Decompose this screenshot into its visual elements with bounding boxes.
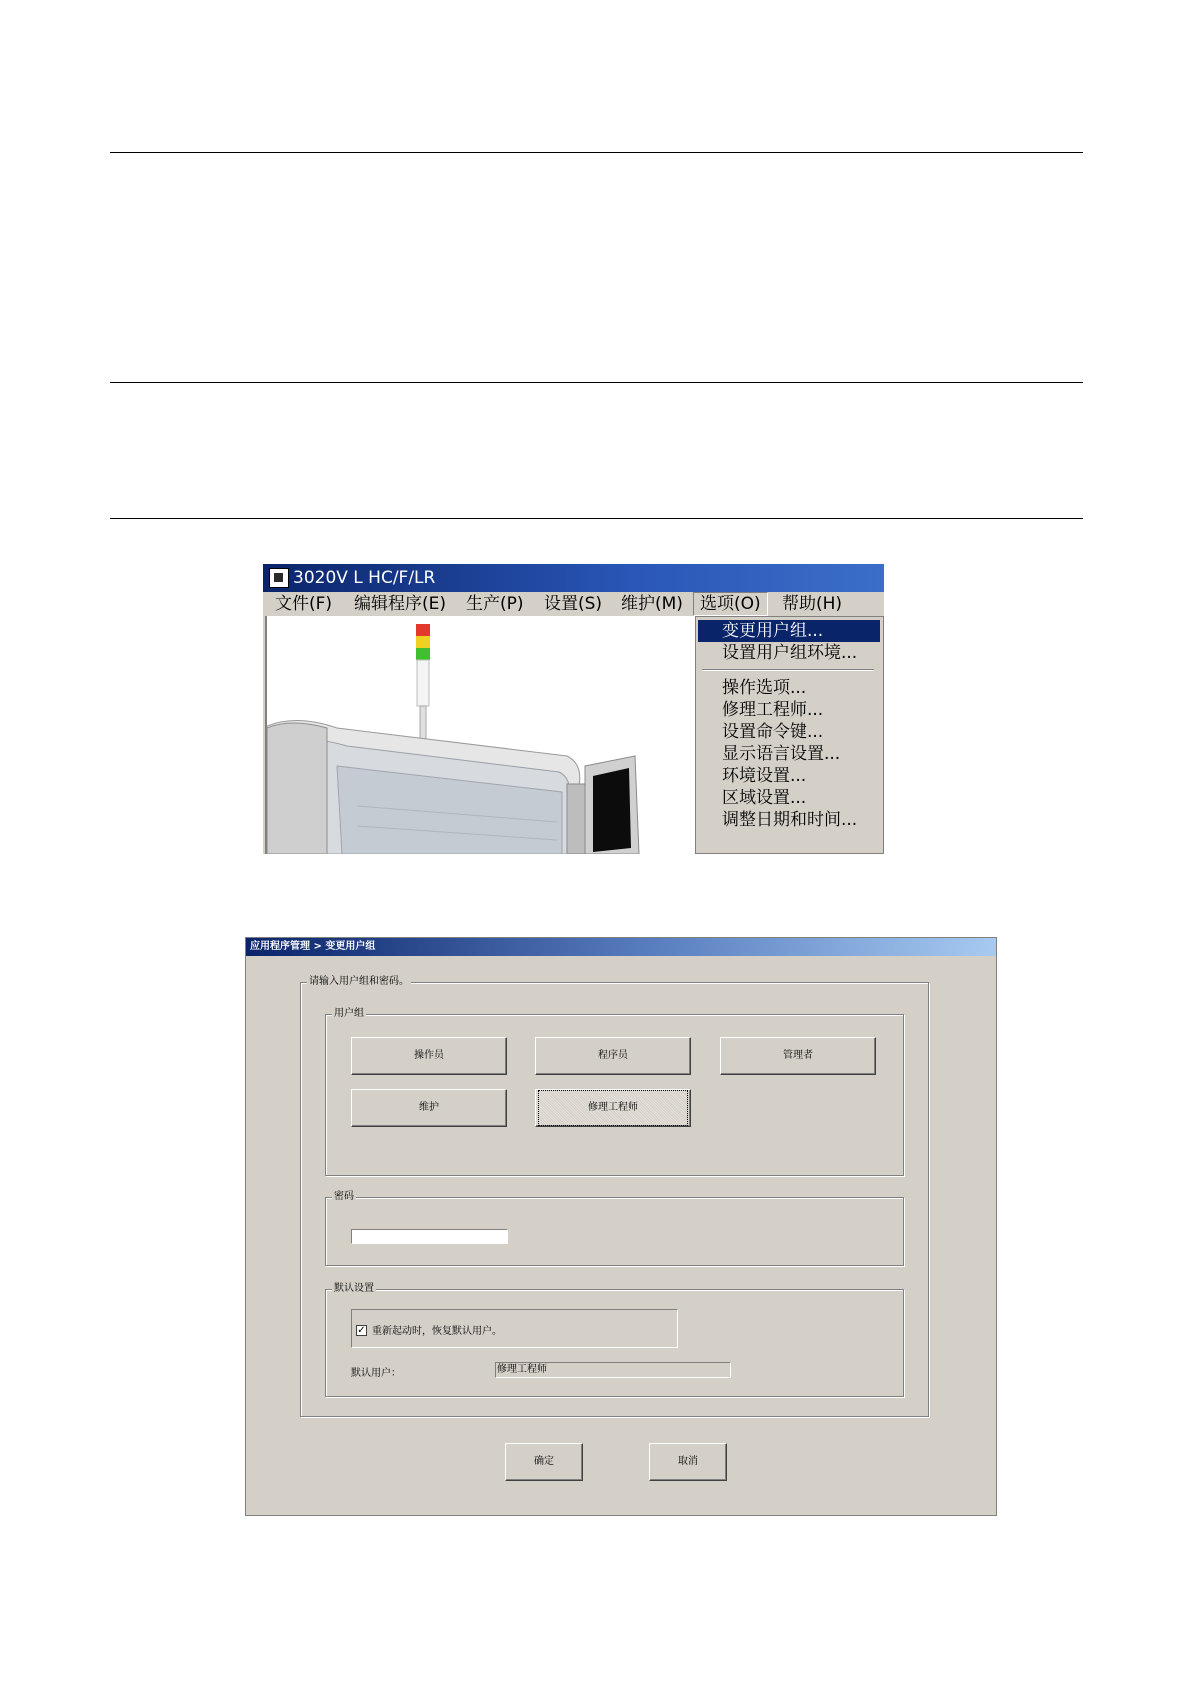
default-user-field: 修理工程师 <box>495 1362 731 1378</box>
menu-file[interactable]: 文件(F) <box>275 594 333 614</box>
menu-item-service-engineer[interactable]: 修理工程师... <box>722 700 824 720</box>
menu-edit[interactable]: 编辑程序(E) <box>354 594 447 614</box>
administrator-button[interactable]: 管理者 <box>720 1037 876 1075</box>
user-group-legend: 用户组 <box>334 1008 364 1019</box>
app-title-bar <box>263 564 884 592</box>
menu-bar <box>263 592 884 616</box>
divider-line <box>110 518 1083 519</box>
menu-help[interactable]: 帮助(H) <box>782 594 843 614</box>
machine-illustration <box>265 616 697 854</box>
menu-setup[interactable]: 设置(S) <box>544 594 603 614</box>
maintenance-button[interactable]: 维护 <box>351 1089 507 1127</box>
menu-item-command-keys[interactable]: 设置命令键... <box>722 722 824 742</box>
default-user-label: 默认用户： <box>351 1368 401 1379</box>
options-dropdown <box>695 616 884 854</box>
menu-maintain[interactable]: 维护(M) <box>621 594 683 614</box>
password-input[interactable] <box>351 1229 508 1244</box>
machine-image <box>267 616 697 854</box>
menu-produce[interactable]: 生产(P) <box>466 594 524 614</box>
divider-line <box>110 152 1083 153</box>
operator-button[interactable]: 操作员 <box>351 1037 507 1075</box>
menu-item-environment[interactable]: 环境设置... <box>722 766 807 786</box>
password-legend: 密码 <box>334 1191 354 1202</box>
menu-options[interactable]: 选项(O) <box>693 592 768 616</box>
restore-default-label: 重新起动时，恢复默认用户。 <box>372 1326 502 1337</box>
instruction-label: 请输入用户组和密码。 <box>309 976 409 987</box>
menu-item-display-language[interactable]: 显示语言设置... <box>722 744 841 764</box>
menu-separator <box>702 669 874 671</box>
service-engineer-button[interactable] <box>535 1089 691 1127</box>
cancel-button[interactable]: 取消 <box>649 1443 727 1481</box>
programmer-button[interactable]: 程序员 <box>535 1037 691 1075</box>
app-title: 3020V L HC/F/LR <box>293 568 436 588</box>
divider-line <box>110 382 1083 383</box>
change-user-group-dialog <box>245 937 997 1516</box>
service-engineer-label: 修理工程师 <box>543 1095 683 1121</box>
menu-item-region[interactable]: 区域设置... <box>722 788 807 808</box>
app-icon <box>269 568 289 588</box>
menu-item-change-user-group[interactable]: 变更用户组... <box>698 620 880 642</box>
ok-button[interactable]: 确定 <box>505 1443 583 1481</box>
restore-default-checkbox[interactable]: ✓ <box>357 1325 366 1336</box>
default-settings-legend: 默认设置 <box>334 1283 374 1294</box>
app-window-screenshot <box>263 564 884 854</box>
menu-item-date-time[interactable]: 调整日期和时间... <box>722 810 858 830</box>
menu-item-user-group-env[interactable]: 设置用户组环境... <box>722 643 858 663</box>
dialog-title: 应用程序管理 > 变更用户组 <box>246 938 996 956</box>
menu-item-operation-options[interactable]: 操作选项... <box>722 678 807 698</box>
